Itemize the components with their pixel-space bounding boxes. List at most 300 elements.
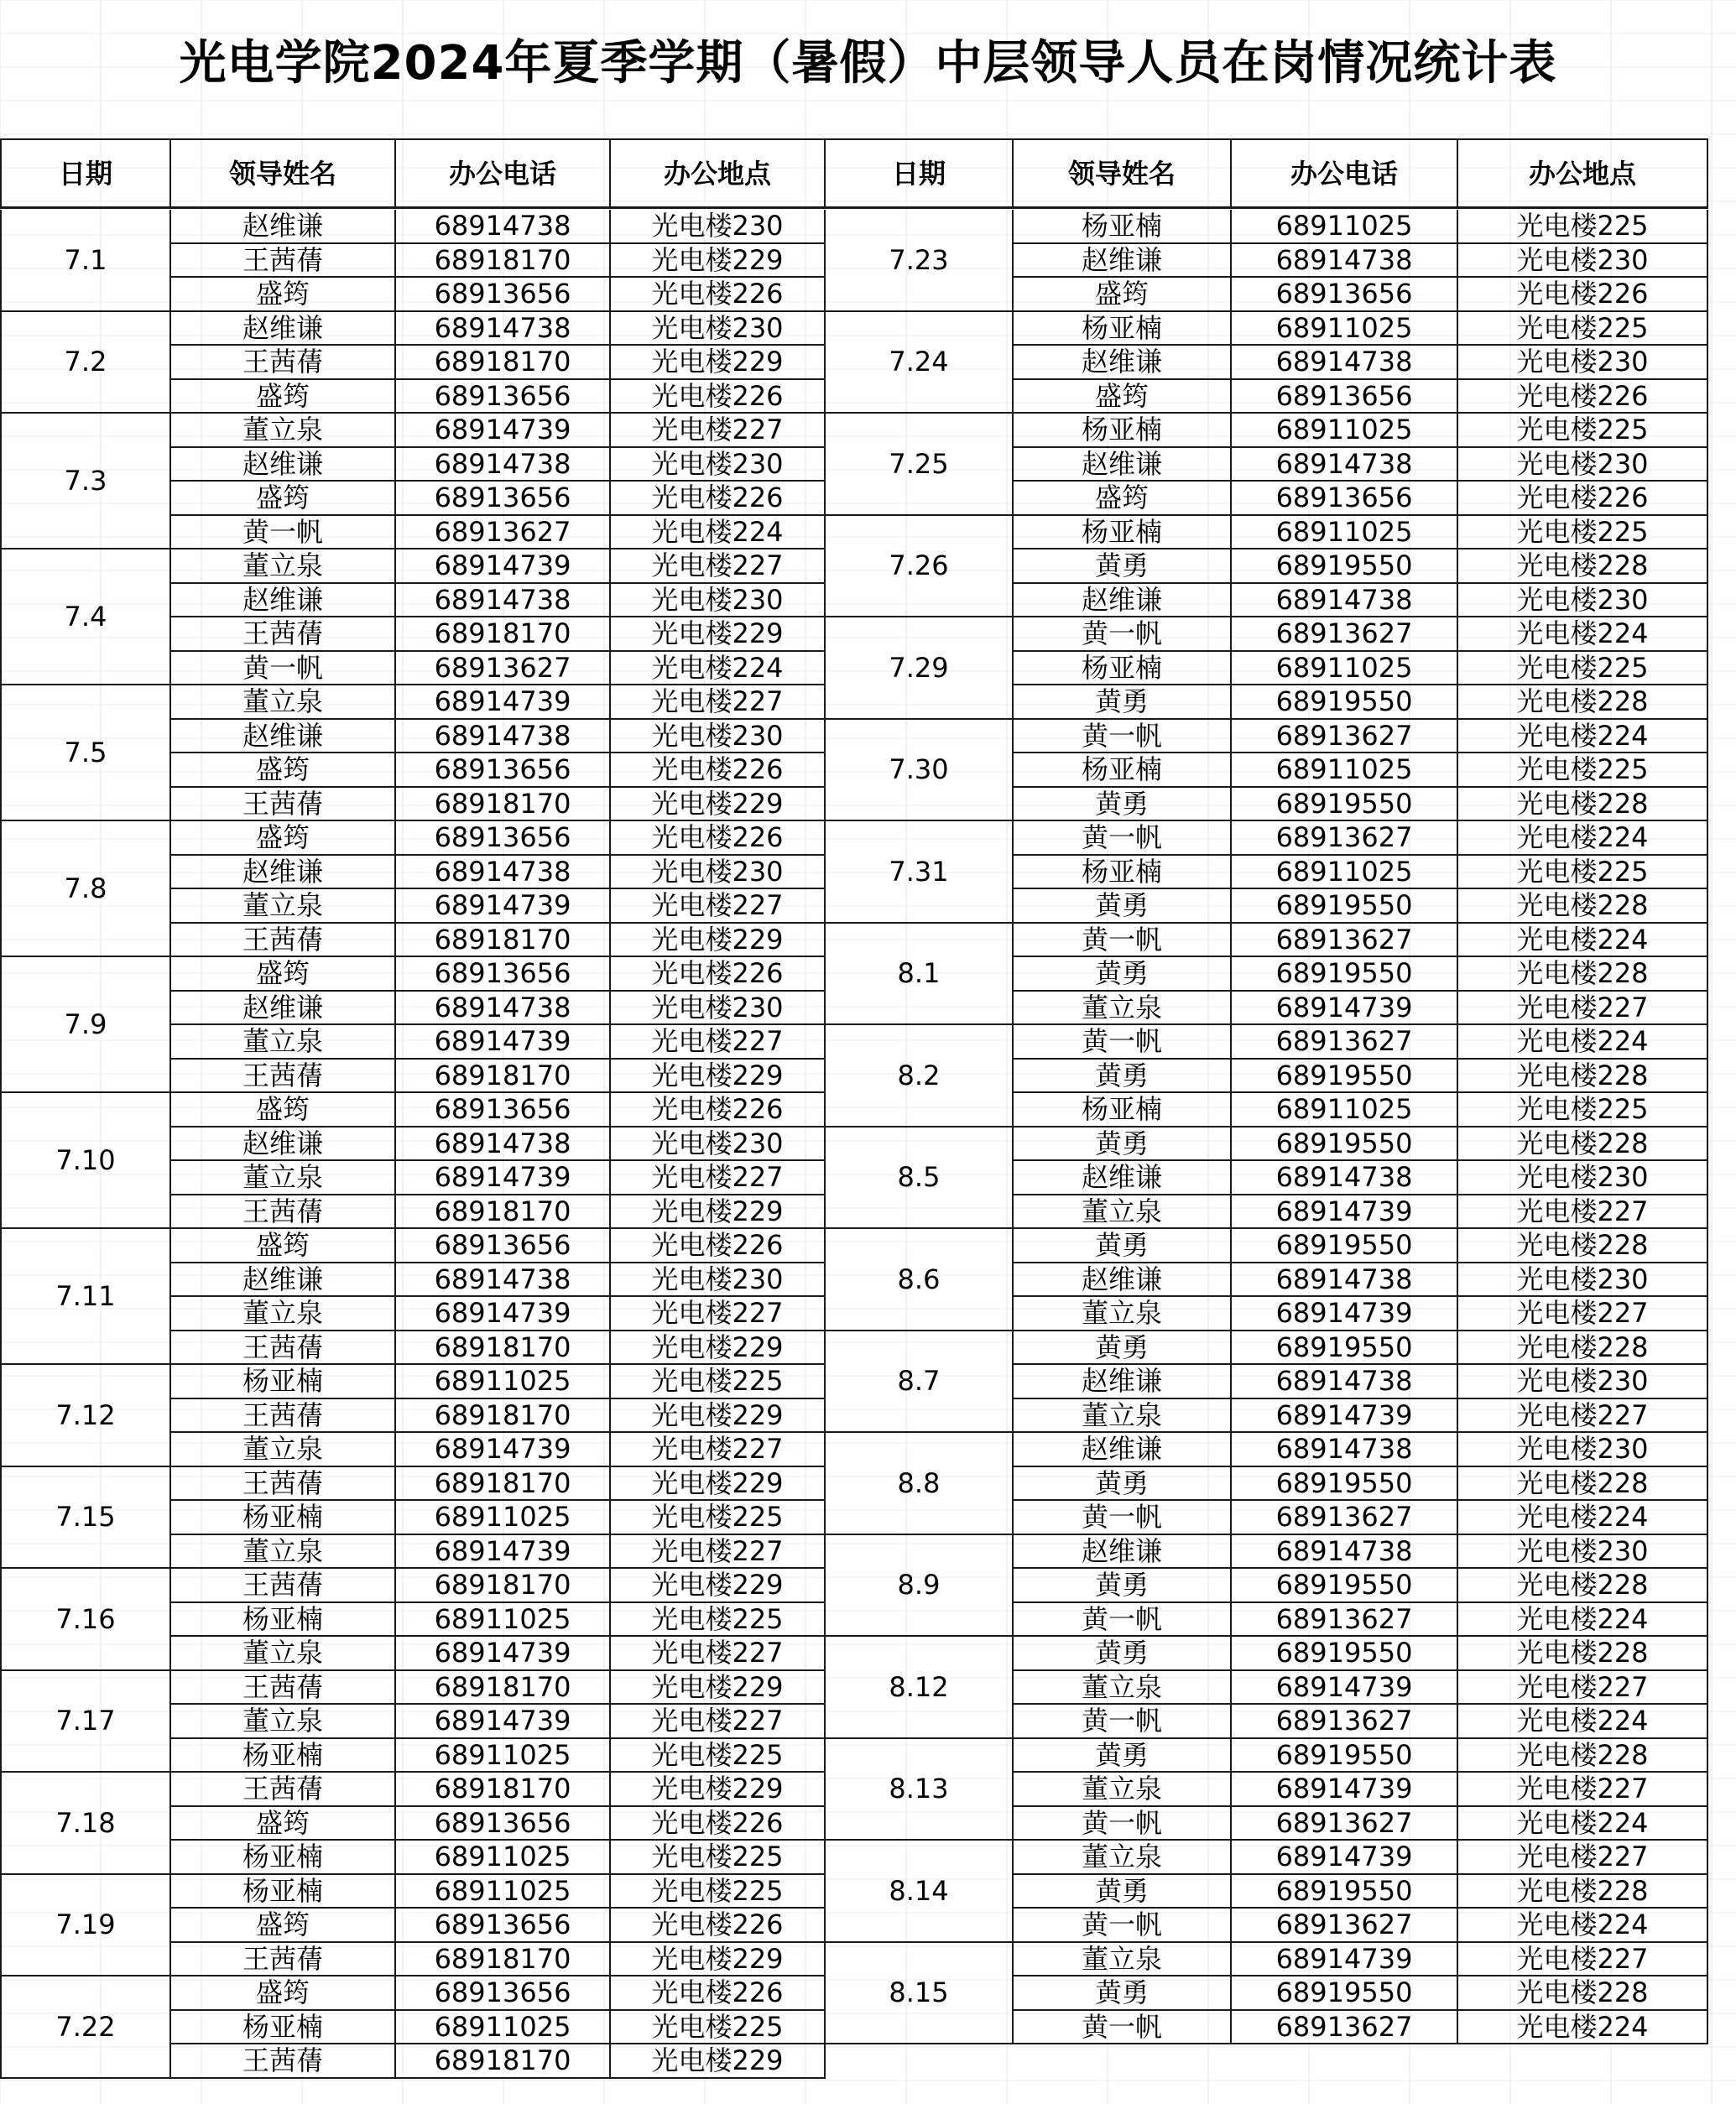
office-location-cell: 光电楼226 [611, 1909, 826, 1943]
office-location-cell: 光电楼226 [1458, 380, 1708, 414]
office-location-cell: 光电楼228 [1458, 549, 1708, 584]
leader-name-cell: 杨亚楠 [1014, 210, 1232, 244]
office-phone-cell: 68918170 [396, 244, 611, 279]
office-location-cell: 光电楼224 [1458, 1501, 1708, 1535]
date-cell: 7.1 [0, 210, 171, 312]
leader-name-cell: 董立泉 [1014, 1671, 1232, 1706]
office-phone-cell: 68914738 [1232, 584, 1458, 618]
office-location-cell: 光电楼230 [611, 584, 826, 618]
leader-name-cell: 杨亚楠 [171, 2011, 396, 2045]
office-location-cell: 光电楼227 [1458, 1195, 1708, 1230]
leader-name-cell: 黄一帆 [1014, 1501, 1232, 1535]
office-phone-cell: 68918170 [396, 2044, 611, 2079]
office-phone-cell: 68913656 [396, 278, 611, 312]
office-phone-cell: 68919550 [1232, 1128, 1458, 1162]
office-location-cell: 光电楼230 [611, 1263, 826, 1298]
office-phone-cell: 68919550 [1232, 1467, 1458, 1502]
office-location-cell: 光电楼224 [1458, 1807, 1708, 1841]
leader-name-cell: 王茜蒨 [171, 924, 396, 958]
office-location-cell: 光电楼227 [1458, 1773, 1708, 1807]
office-location-cell: 光电楼224 [1458, 821, 1708, 856]
leader-name-cell: 盛筠 [171, 957, 396, 992]
date-cell: 7.18 [0, 1773, 171, 1875]
office-location-cell: 光电楼228 [1458, 1128, 1708, 1162]
leader-name-cell: 黄勇 [1014, 1128, 1232, 1162]
office-location-cell: 光电楼228 [1458, 1229, 1708, 1263]
office-location-cell: 光电楼225 [611, 1603, 826, 1638]
office-phone-cell: 68913656 [396, 957, 611, 992]
office-phone-cell: 68919550 [1232, 1637, 1458, 1671]
leader-name-cell: 董立泉 [1014, 1841, 1232, 1875]
office-location-cell: 光电楼224 [1458, 924, 1708, 958]
office-phone-cell: 68914739 [396, 1535, 611, 1570]
office-location-cell: 光电楼224 [1458, 1025, 1708, 1060]
leader-name-cell: 赵维谦 [1014, 584, 1232, 618]
date-cell: 7.5 [0, 685, 171, 821]
leader-name-cell: 赵维谦 [1014, 1263, 1232, 1298]
leader-name-cell: 王茜蒨 [171, 1773, 396, 1807]
office-phone-cell: 68913627 [1232, 2011, 1458, 2045]
office-location-cell: 光电楼226 [611, 821, 826, 856]
header-date: 日期 [826, 138, 1014, 209]
office-location-cell: 光电楼230 [611, 312, 826, 346]
office-location-cell: 光电楼229 [611, 617, 826, 652]
office-phone-cell: 68914739 [396, 1637, 611, 1671]
office-location-cell: 光电楼228 [1458, 1976, 1708, 2011]
office-phone-cell: 68914738 [1232, 1433, 1458, 1467]
leader-name-cell: 杨亚楠 [171, 1501, 396, 1535]
leader-name-cell: 赵维谦 [171, 584, 396, 618]
office-phone-cell: 68914738 [396, 210, 611, 244]
office-phone-cell: 68913627 [1232, 1025, 1458, 1060]
office-location-cell: 光电楼227 [1458, 1841, 1708, 1875]
office-phone-cell: 68913656 [1232, 278, 1458, 312]
leader-name-cell: 董立泉 [171, 1705, 396, 1739]
leader-name-cell: 盛筠 [171, 753, 396, 788]
office-phone-cell: 68919550 [1232, 1875, 1458, 1909]
office-phone-cell: 68914739 [1232, 1773, 1458, 1807]
leader-name-cell: 董立泉 [1014, 1297, 1232, 1331]
leader-name-cell: 杨亚楠 [1014, 856, 1232, 890]
leader-name-cell: 赵维谦 [171, 210, 396, 244]
leader-name-cell: 盛筠 [171, 278, 396, 312]
leader-name-cell: 赵维谦 [171, 312, 396, 346]
office-phone-cell: 68914738 [1232, 1535, 1458, 1570]
office-phone-cell: 68919550 [1232, 889, 1458, 924]
office-phone-cell: 68914738 [1232, 244, 1458, 279]
office-phone-cell: 68914738 [396, 856, 611, 890]
office-location-cell: 光电楼224 [1458, 720, 1708, 754]
office-location-cell: 光电楼225 [1458, 312, 1708, 346]
office-phone-cell: 68914739 [396, 549, 611, 584]
office-phone-cell: 68914739 [1232, 1841, 1458, 1875]
date-cell: 7.8 [0, 821, 171, 957]
office-location-cell: 光电楼227 [611, 1161, 826, 1195]
leader-name-cell: 赵维谦 [171, 1128, 396, 1162]
date-cell: 7.30 [826, 720, 1014, 822]
office-phone-cell: 68913656 [396, 1909, 611, 1943]
office-location-cell: 光电楼227 [611, 1535, 826, 1570]
leader-name-cell: 杨亚楠 [1014, 753, 1232, 788]
office-phone-cell: 68914739 [1232, 1671, 1458, 1706]
office-phone-cell: 68914738 [1232, 346, 1458, 380]
office-phone-cell: 68918170 [396, 1773, 611, 1807]
leader-name-cell: 王茜蒨 [171, 1467, 396, 1502]
header-date: 日期 [0, 138, 171, 209]
office-phone-cell: 68911025 [1232, 312, 1458, 346]
date-cell: 8.13 [826, 1739, 1014, 1841]
office-phone-cell: 68914739 [396, 1161, 611, 1195]
leader-name-cell: 赵维谦 [1014, 346, 1232, 380]
office-location-cell: 光电楼228 [1458, 1739, 1708, 1773]
date-cell: 8.7 [826, 1331, 1014, 1434]
office-phone-cell: 68911025 [396, 1841, 611, 1875]
leader-name-cell: 赵维谦 [171, 1263, 396, 1298]
leader-name-cell: 董立泉 [1014, 1773, 1232, 1807]
leader-name-cell: 盛筠 [171, 380, 396, 414]
office-location-cell: 光电楼229 [611, 1943, 826, 1977]
leader-name-cell: 盛筠 [171, 1976, 396, 2011]
leader-name-cell: 王茜蒨 [171, 1195, 396, 1230]
office-phone-cell: 68914739 [396, 1433, 611, 1467]
office-location-cell: 光电楼229 [611, 924, 826, 958]
office-location-cell: 光电楼225 [1458, 652, 1708, 686]
office-location-cell: 光电楼229 [611, 1671, 826, 1706]
leader-name-cell: 黄勇 [1014, 957, 1232, 992]
leader-name-cell: 杨亚楠 [1014, 414, 1232, 448]
office-location-cell: 光电楼230 [611, 856, 826, 890]
office-phone-cell: 68914738 [1232, 1161, 1458, 1195]
leader-name-cell: 黄勇 [1014, 1875, 1232, 1909]
date-cell: 7.9 [0, 957, 171, 1093]
office-phone-cell: 68918170 [396, 1467, 611, 1502]
leader-name-cell: 杨亚楠 [1014, 516, 1232, 550]
office-phone-cell: 68911025 [1232, 210, 1458, 244]
office-phone-cell: 68914738 [396, 448, 611, 482]
date-cell: 7.19 [0, 1875, 171, 1977]
office-location-cell: 光电楼227 [1458, 1297, 1708, 1331]
date-cell: 7.26 [826, 516, 1014, 618]
leader-name-cell: 黄勇 [1014, 1229, 1232, 1263]
office-phone-cell: 68913656 [396, 1093, 611, 1128]
office-location-cell: 光电楼229 [611, 788, 826, 822]
office-location-cell: 光电楼228 [1458, 685, 1708, 720]
office-location-cell: 光电楼230 [1458, 1535, 1708, 1570]
office-phone-cell: 68913627 [1232, 720, 1458, 754]
office-location-cell: 光电楼224 [1458, 2011, 1708, 2045]
office-phone-cell: 68914739 [396, 889, 611, 924]
office-location-cell: 光电楼225 [611, 1739, 826, 1773]
office-phone-cell: 68913656 [396, 1976, 611, 2011]
office-location-cell: 光电楼228 [1458, 1331, 1708, 1366]
office-phone-cell: 68913627 [1232, 1807, 1458, 1841]
date-cell: 7.2 [0, 312, 171, 414]
office-phone-cell: 68914739 [396, 1025, 611, 1060]
office-location-cell: 光电楼226 [1458, 278, 1708, 312]
office-phone-cell: 68919550 [1232, 1331, 1458, 1366]
leader-name-cell: 杨亚楠 [171, 1603, 396, 1638]
office-phone-cell: 68911025 [1232, 652, 1458, 686]
office-location-cell: 光电楼227 [611, 1705, 826, 1739]
office-location-cell: 光电楼229 [611, 1569, 826, 1603]
office-location-cell: 光电楼228 [1458, 1637, 1708, 1671]
leader-name-cell: 盛筠 [171, 1909, 396, 1943]
leader-name-cell: 董立泉 [171, 1637, 396, 1671]
header-office-location: 办公地点 [1458, 138, 1708, 209]
leader-name-cell: 赵维谦 [1014, 1433, 1232, 1467]
office-phone-cell: 68913656 [1232, 380, 1458, 414]
date-cell: 7.16 [0, 1569, 171, 1671]
leader-name-cell: 黄一帆 [1014, 1807, 1232, 1841]
date-cell: 7.15 [0, 1467, 171, 1570]
leader-name-cell: 董立泉 [171, 1433, 396, 1467]
leader-name-cell: 黄勇 [1014, 1637, 1232, 1671]
office-location-cell: 光电楼228 [1458, 788, 1708, 822]
date-cell: 7.12 [0, 1365, 171, 1467]
office-location-cell: 光电楼226 [611, 482, 826, 516]
office-phone-cell: 68918170 [396, 1569, 611, 1603]
leader-name-cell: 董立泉 [1014, 992, 1232, 1026]
leader-name-cell: 王茜蒨 [171, 617, 396, 652]
leader-name-cell: 赵维谦 [1014, 1535, 1232, 1570]
leader-name-cell: 黄勇 [1014, 1569, 1232, 1603]
office-phone-cell: 68919550 [1232, 788, 1458, 822]
leader-name-cell: 杨亚楠 [1014, 312, 1232, 346]
office-phone-cell: 68911025 [1232, 516, 1458, 550]
office-phone-cell: 68913627 [1232, 1603, 1458, 1638]
office-phone-cell: 68911025 [396, 1365, 611, 1399]
office-location-cell: 光电楼227 [611, 549, 826, 584]
office-location-cell: 光电楼228 [1458, 1569, 1708, 1603]
leader-name-cell: 董立泉 [171, 889, 396, 924]
office-location-cell: 光电楼226 [611, 753, 826, 788]
office-location-cell: 光电楼229 [611, 1467, 826, 1502]
date-cell: 7.4 [0, 549, 171, 685]
office-phone-cell: 68911025 [1232, 1093, 1458, 1128]
office-phone-cell: 68918170 [396, 1060, 611, 1094]
leader-name-cell: 黄一帆 [1014, 1705, 1232, 1739]
leader-name-cell: 黄勇 [1014, 1331, 1232, 1366]
date-cell: 7.10 [0, 1093, 171, 1229]
leader-name-cell: 黄勇 [1014, 889, 1232, 924]
date-cell: 7.17 [0, 1671, 171, 1773]
office-location-cell: 光电楼229 [611, 1331, 826, 1366]
office-phone-cell: 68913627 [1232, 924, 1458, 958]
leader-name-cell: 杨亚楠 [171, 1365, 396, 1399]
date-cell: 7.31 [826, 821, 1014, 924]
office-phone-cell: 68918170 [396, 346, 611, 380]
office-location-cell: 光电楼227 [611, 414, 826, 448]
office-phone-cell: 68913627 [396, 516, 611, 550]
office-phone-cell: 68913656 [396, 753, 611, 788]
date-cell: 8.15 [826, 1943, 1014, 2045]
date-cell: 8.8 [826, 1433, 1014, 1535]
header-office-phone: 办公电话 [1232, 138, 1458, 209]
office-phone-cell: 68914739 [1232, 1943, 1458, 1977]
office-location-cell: 光电楼225 [1458, 210, 1708, 244]
office-phone-cell: 68911025 [1232, 414, 1458, 448]
office-location-cell: 光电楼228 [1458, 889, 1708, 924]
office-phone-cell: 68919550 [1232, 685, 1458, 720]
leader-name-cell: 董立泉 [171, 1535, 396, 1570]
leader-name-cell: 王茜蒨 [171, 1943, 396, 1977]
leader-name-cell: 赵维谦 [1014, 1161, 1232, 1195]
date-cell: 7.24 [826, 312, 1014, 414]
leader-name-cell: 董立泉 [171, 1161, 396, 1195]
leader-name-cell: 黄勇 [1014, 1976, 1232, 2011]
office-phone-cell: 68918170 [396, 1195, 611, 1230]
leader-name-cell: 王茜蒨 [171, 788, 396, 822]
office-phone-cell: 68913627 [396, 652, 611, 686]
office-location-cell: 光电楼225 [611, 2011, 826, 2045]
leader-name-cell: 赵维谦 [171, 856, 396, 890]
leader-name-cell: 王茜蒨 [171, 346, 396, 380]
office-phone-cell: 68911025 [396, 2011, 611, 2045]
office-location-cell: 光电楼225 [1458, 856, 1708, 890]
office-location-cell: 光电楼226 [611, 1093, 826, 1128]
office-location-cell: 光电楼225 [611, 1365, 826, 1399]
office-location-cell: 光电楼227 [611, 889, 826, 924]
office-phone-cell: 68913627 [1232, 1705, 1458, 1739]
leader-name-cell: 盛筠 [171, 482, 396, 516]
office-phone-cell: 68919550 [1232, 1569, 1458, 1603]
office-location-cell: 光电楼230 [1458, 244, 1708, 279]
office-phone-cell: 68911025 [1232, 856, 1458, 890]
office-location-cell: 光电楼226 [611, 278, 826, 312]
leader-name-cell: 董立泉 [171, 414, 396, 448]
office-phone-cell: 68914739 [1232, 992, 1458, 1026]
date-cell: 8.5 [826, 1128, 1014, 1230]
leader-name-cell: 王茜蒨 [171, 1671, 396, 1706]
office-phone-cell: 68918170 [396, 1671, 611, 1706]
office-phone-cell: 68914738 [396, 584, 611, 618]
leader-name-cell: 杨亚楠 [1014, 652, 1232, 686]
office-location-cell: 光电楼230 [1458, 584, 1708, 618]
office-phone-cell: 68913656 [396, 482, 611, 516]
office-location-cell: 光电楼226 [611, 380, 826, 414]
office-phone-cell: 68913656 [396, 821, 611, 856]
leader-name-cell: 董立泉 [171, 1025, 396, 1060]
office-location-cell: 光电楼227 [1458, 1943, 1708, 1977]
header-office-location: 办公地点 [611, 138, 826, 209]
office-location-cell: 光电楼230 [611, 210, 826, 244]
office-location-cell: 光电楼230 [1458, 1433, 1708, 1467]
date-cell: 7.29 [826, 617, 1014, 720]
office-location-cell: 光电楼229 [611, 1060, 826, 1094]
leader-name-cell: 董立泉 [171, 549, 396, 584]
office-location-cell: 光电楼227 [611, 685, 826, 720]
office-location-cell: 光电楼225 [611, 1875, 826, 1909]
office-location-cell: 光电楼225 [1458, 1093, 1708, 1128]
office-location-cell: 光电楼225 [611, 1841, 826, 1875]
leader-name-cell: 盛筠 [1014, 380, 1232, 414]
leader-name-cell: 黄勇 [1014, 1060, 1232, 1094]
office-location-cell: 光电楼224 [1458, 1603, 1708, 1638]
office-location-cell: 光电楼227 [1458, 992, 1708, 1026]
office-location-cell: 光电楼228 [1458, 957, 1708, 992]
office-phone-cell: 68911025 [396, 1739, 611, 1773]
office-phone-cell: 68911025 [396, 1603, 611, 1638]
leader-name-cell: 黄一帆 [171, 652, 396, 686]
office-phone-cell: 68914738 [1232, 1263, 1458, 1298]
office-phone-cell: 68914739 [396, 414, 611, 448]
leader-name-cell: 赵维谦 [1014, 448, 1232, 482]
office-location-cell: 光电楼227 [611, 1297, 826, 1331]
office-location-cell: 光电楼230 [611, 720, 826, 754]
header-leader-name: 领导姓名 [1014, 138, 1232, 209]
office-location-cell: 光电楼227 [611, 1025, 826, 1060]
leader-name-cell: 黄一帆 [1014, 1603, 1232, 1638]
office-phone-cell: 68914738 [1232, 448, 1458, 482]
date-cell: 8.14 [826, 1841, 1014, 1943]
office-phone-cell: 68914738 [396, 1263, 611, 1298]
leader-name-cell: 赵维谦 [1014, 244, 1232, 279]
leader-name-cell: 杨亚楠 [171, 1875, 396, 1909]
office-phone-cell: 68919550 [1232, 1060, 1458, 1094]
office-location-cell: 光电楼228 [1458, 1875, 1708, 1909]
office-location-cell: 光电楼225 [1458, 753, 1708, 788]
office-phone-cell: 68914739 [1232, 1195, 1458, 1230]
date-cell: 8.6 [826, 1229, 1014, 1331]
office-location-cell: 光电楼230 [1458, 1365, 1708, 1399]
leader-name-cell: 盛筠 [171, 821, 396, 856]
office-phone-cell: 68914738 [396, 992, 611, 1026]
leader-name-cell: 黄勇 [1014, 549, 1232, 584]
leader-name-cell: 黄勇 [1014, 1739, 1232, 1773]
office-location-cell: 光电楼226 [611, 1229, 826, 1263]
office-location-cell: 光电楼224 [611, 652, 826, 686]
office-location-cell: 光电楼224 [1458, 1705, 1708, 1739]
office-phone-cell: 68913656 [396, 1229, 611, 1263]
office-phone-cell: 68913656 [396, 380, 611, 414]
office-location-cell: 光电楼230 [611, 992, 826, 1026]
office-location-cell: 光电楼230 [611, 1128, 826, 1162]
header-office-phone: 办公电话 [396, 138, 611, 209]
office-phone-cell: 68918170 [396, 788, 611, 822]
office-phone-cell: 68914739 [396, 1705, 611, 1739]
date-cell: 7.11 [0, 1229, 171, 1365]
office-location-cell: 光电楼229 [611, 1195, 826, 1230]
leader-name-cell: 董立泉 [1014, 1943, 1232, 1977]
date-cell: 8.2 [826, 1025, 1014, 1128]
office-phone-cell: 68914738 [396, 720, 611, 754]
office-phone-cell: 68914738 [1232, 1365, 1458, 1399]
leader-name-cell: 黄一帆 [1014, 617, 1232, 652]
office-phone-cell: 68919550 [1232, 549, 1458, 584]
leader-name-cell: 黄一帆 [1014, 924, 1232, 958]
office-phone-cell: 68918170 [396, 1399, 611, 1434]
office-location-cell: 光电楼229 [611, 1773, 826, 1807]
office-location-cell: 光电楼230 [611, 448, 826, 482]
office-location-cell: 光电楼229 [611, 244, 826, 279]
leader-name-cell: 盛筠 [171, 1807, 396, 1841]
leader-name-cell: 王茜蒨 [171, 1569, 396, 1603]
office-phone-cell: 68919550 [1232, 1739, 1458, 1773]
office-phone-cell: 68919550 [1232, 1229, 1458, 1263]
office-location-cell: 光电楼225 [1458, 414, 1708, 448]
leader-name-cell: 黄勇 [1014, 685, 1232, 720]
office-phone-cell: 68914738 [396, 312, 611, 346]
office-location-cell: 光电楼230 [1458, 1263, 1708, 1298]
office-phone-cell: 68919550 [1232, 1976, 1458, 2011]
leader-name-cell: 赵维谦 [1014, 1365, 1232, 1399]
leader-name-cell: 王茜蒨 [171, 1060, 396, 1094]
leader-name-cell: 赵维谦 [171, 992, 396, 1026]
office-phone-cell: 68913656 [396, 1807, 611, 1841]
leader-name-cell: 王茜蒨 [171, 2044, 396, 2079]
office-location-cell: 光电楼227 [611, 1433, 826, 1467]
date-cell: 8.12 [826, 1637, 1014, 1739]
